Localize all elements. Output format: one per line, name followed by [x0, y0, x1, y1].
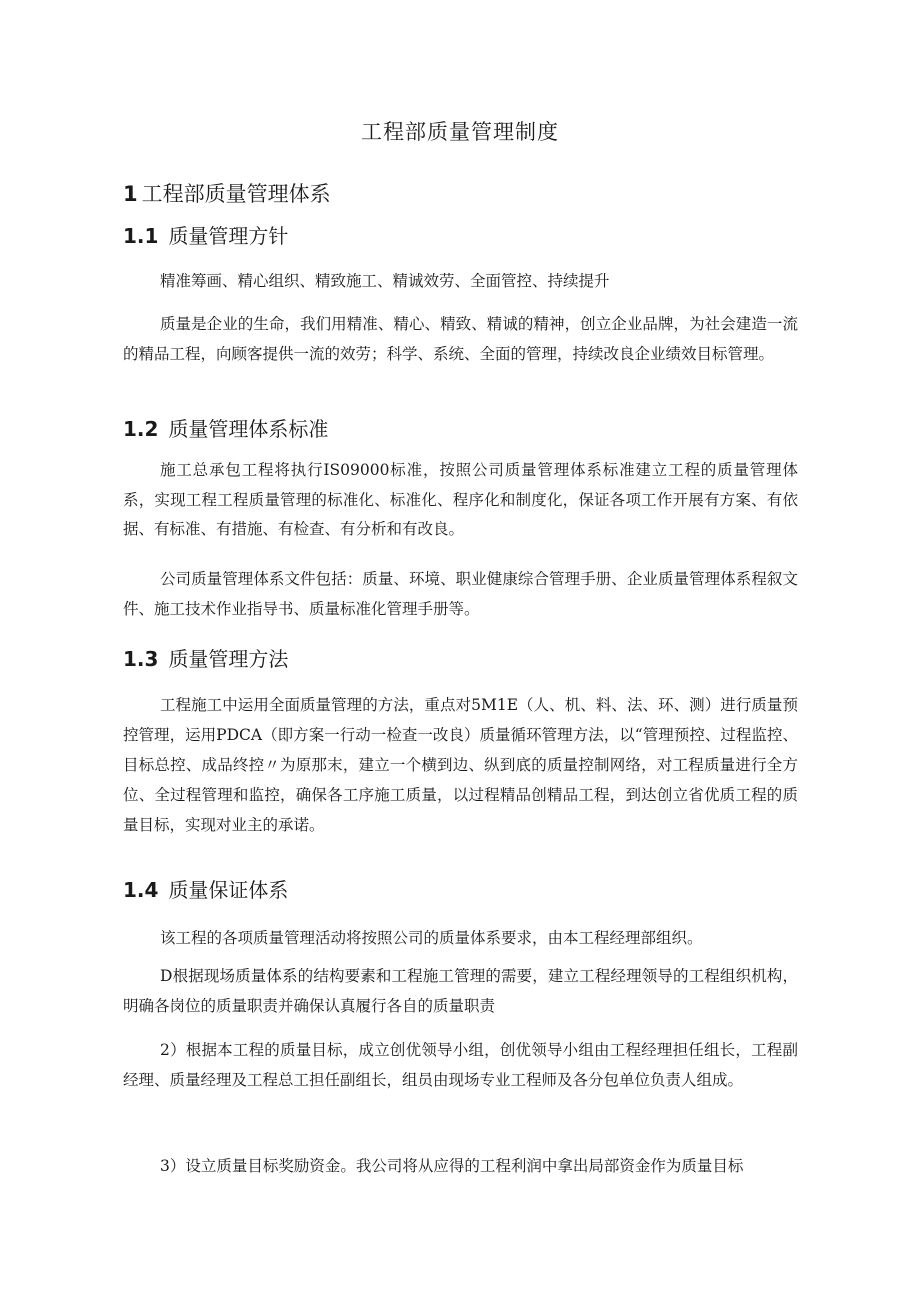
paragraph: 施工总承包工程将执行IS09000标准，按照公司质量管理体系标准建立工程的质量管理体系，实现工程工程质量管理的标准化、标准化、程序化和制度化，保证各项工作开展有方案、有依据、有标准、有措施、有检查、有分析和有改良。 [123, 461, 798, 538]
paragraph: 质量是企业的生命，我们用精准、精心、精致、精诚的精神，创立企业品牌，为社会建造一流的精品工程，向顾客提供一流的效劳；科学、系统、全面的管理，持续改良企业绩效目标管理。 [123, 315, 798, 363]
section-title: 质量管理方法 [168, 647, 289, 671]
paragraph: 该工程的各项质量管理活动将按照公司的质量体系要求，由本工程经理部组织。 [160, 929, 703, 947]
section-title: 质量保证体系 [168, 878, 289, 902]
section-number: 1.4 [123, 878, 159, 902]
paragraph: D根据现场质量体系的结构要素和工程施工管理的需要，建立工程经理领导的工程组织机构，明确各岗位的质量职责并确保认真履行各自的质量职责 [123, 967, 798, 1015]
section-number: 1.2 [123, 417, 159, 441]
section-number: 1.1 [123, 224, 159, 248]
section-number: 1 [123, 182, 138, 206]
paragraph: 公司质量管理体系文件包括：质量、环境、职业健康综合管理手册、企业质量管理体系程叙文件、施工技术作业指导书、质量标准化管理手册等。 [123, 570, 798, 618]
section-1-4-heading [123, 874, 288, 903]
paragraph: 精准筹画、精心组织、精致施工、精诚效劳、全面管控、持续提升 [160, 272, 610, 290]
section-title: 工程部质量管理体系 [141, 182, 331, 206]
paragraph: 3）设立质量目标奖励资金。我公司将从应得的工程利润中拿出局部资金作为质量目标 [160, 1157, 744, 1175]
section-1-3-heading [123, 643, 288, 672]
paragraph: 2）根据本工程的质量目标，成立创优领导小组，创优领导小组由工程经理担任组长，工程副经理、质量经理及工程总工担任副组长，组员由现场专业工程师及各分包单位负责人组成。 [123, 1041, 798, 1089]
section-1-2-heading [123, 413, 328, 442]
section-1-1-heading [123, 220, 288, 249]
section-1-heading [123, 178, 331, 208]
paragraph: 工程施工中运用全面质量管理的方法，重点对5M1E（人、机、料、法、环、测）进行质量预控管理，运用PDCA（即方案一行动一检查一改良）质量循环管理方法，以“管理预控、过程监控、目标总控、成品终控〃为原那末，建立一个横到边、纵到底的质量控制网络，对工程质量进行全方位、全过程管理和监控，确保各工序施工质量，以过程精品创精品工程，到达创立省优质工程的质量目标，实现对业主的承诺。 [123, 696, 798, 834]
section-number: 1.3 [123, 647, 159, 671]
document-title: 工程部质量管理制度 [361, 120, 559, 144]
section-title: 质量管理方针 [168, 224, 289, 248]
section-title: 质量管理体系标准 [168, 417, 329, 441]
